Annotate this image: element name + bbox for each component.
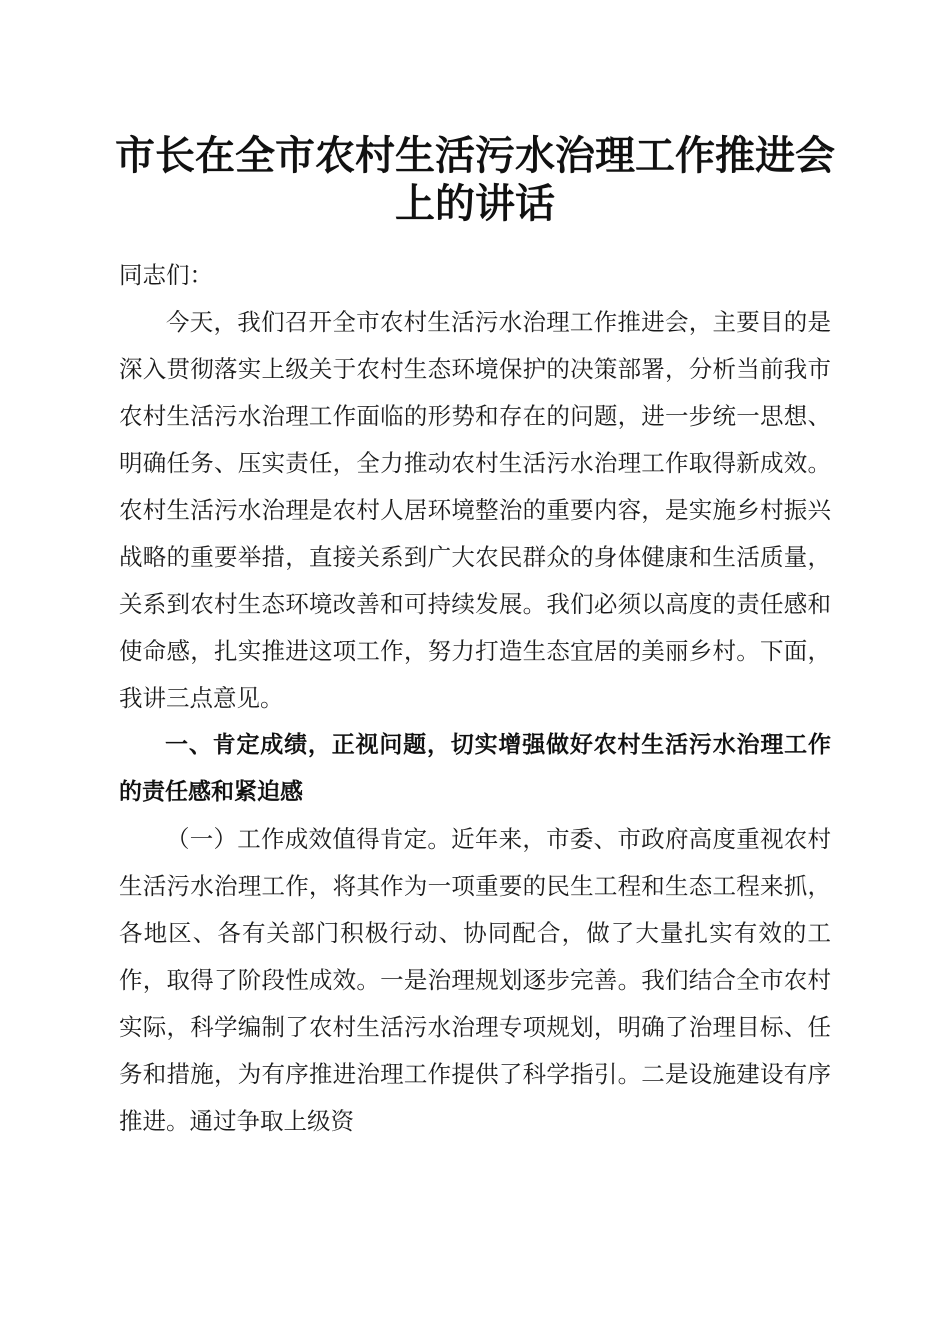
document-body (119, 252, 831, 1145)
subsection-paragraph-1: （一）工作成效值得肯定。近年来，市委、市政府高度重视农村生活污水治理工作，将其作为一项重要的民生工程和生态工程来抓，各地区、各有关部门积极行动、协同配合，做了大量扎实有效的工作，取得了阶段性成效。一是治理规划逐步完善。我们结合全市农村实际，科学编制了农村生活污水治理专项规划，明确了治理目标、任务和措施，为有序推进治理工作提供了科学指引。二是设施建设有序推进。通过争取上级资 (119, 825, 831, 1135)
document-title: 市长在全市农村生活污水治理工作推进会上的讲话 (115, 132, 835, 227)
salutation: 同志们： (119, 261, 213, 289)
section-heading-1: 一、肯定成绩，正视问题，切实增强做好农村生活污水治理工作的责任感和紧迫感 (119, 732, 831, 805)
intro-paragraph: 今天，我们召开全市农村生活污水治理工作推进会，主要目的是深入贯彻落实上级关于农村生态环境保护的决策部署，分析当前我市农村生活污水治理工作面临的形势和存在的问题，进一步统一思想、明确任务、压实责任，全力推动农村生活污水治理工作取得新成效。农村生活污水治理是农村人居环境整治的重要内容，是实施乡村振兴战略的重要举措，直接关系到广大农民群众的身体健康和生活质量，关系到农村生态环境改善和可持续发展。我们必须以高度的责任感和使命感，扎实推进这项工作，努力打造生态宜居的美丽乡村。下面，我讲三点意见。 (119, 308, 831, 712)
